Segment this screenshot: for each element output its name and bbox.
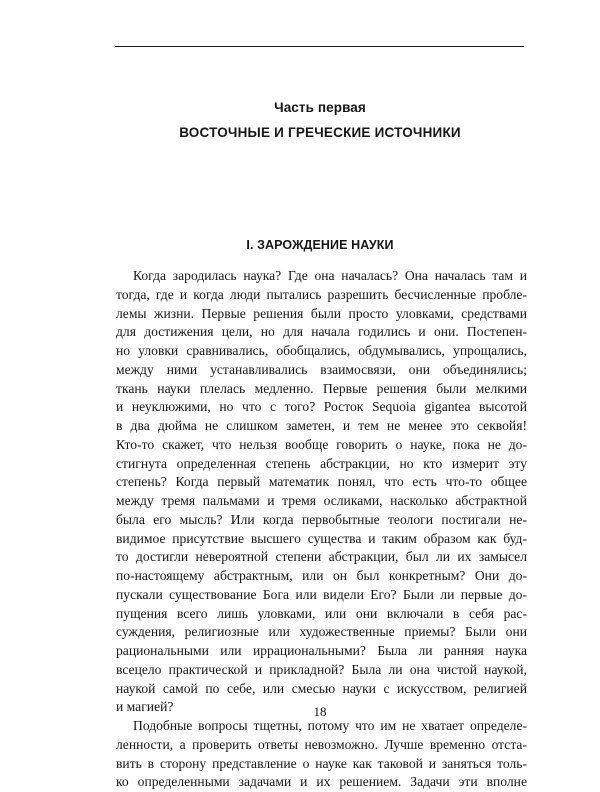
part-title: ВОСТОЧНЫЕ И ГРЕЧЕСКИЕ ИСТОЧНИКИ xyxy=(179,125,461,140)
text-line: всецело практической и прикладной? Была ли она чистой наукой, xyxy=(116,661,527,677)
text-line: пущения всего лишь уловками, или они включали в себя рас- xyxy=(116,605,527,621)
text-line: и неуклюжими, но что с того? Росток Sequoia gigantea высотой xyxy=(116,399,527,415)
text-line: Когда зародилась наука? Где она началась? Она началась там и xyxy=(133,268,527,283)
text-line: тогда, где и когда люди пытались разрешить бесчисленные пробле- xyxy=(116,286,527,302)
text-line: рациональными или иррациональными? Была ли ранняя наука xyxy=(116,643,527,658)
text-line: пускали существование Бога или видели Его? Были ли первые до- xyxy=(116,586,527,602)
text-line: наукой самой по себе, или смесью науки с искусством, религией xyxy=(116,680,527,696)
text-line: в два дюйма не слишком заметен, и тем не менее это секвойя! xyxy=(116,418,527,433)
text-line: была его мысль? Или когда первобытные теологи постигали не- xyxy=(116,511,527,527)
text-line: видимое присутствие высшего существа и таким образом как буд- xyxy=(116,530,527,546)
chapter-title: I. ЗАРОЖДЕНИЕ НАУКИ xyxy=(246,238,394,252)
text-line: ко определенными задачами и их решением. Задачи эти вполне xyxy=(116,774,527,790)
page-number: 18 xyxy=(313,704,327,719)
text-line: ленности, а проверить ответы невозможно. Лучше временно отста- xyxy=(116,736,527,752)
text-line: степень? Когда первый математик понял, что есть что-то общее xyxy=(116,474,527,490)
text-line: для достижения цели, но для начала годились и они. Постепен- xyxy=(116,324,527,340)
part-label: Часть первая xyxy=(274,100,366,115)
text-line: между тремя пальмами и тремя осликами, насколько абстрактной xyxy=(116,493,527,508)
text-line: по-настоящему абстрактным, или он был конкретным? Они до- xyxy=(116,568,527,583)
text-line: то достигли невероятной степени абстракции, был ли их замысел xyxy=(116,549,527,565)
text-line: ткань науки плелась медленно. Первые решения были мелкими xyxy=(116,380,527,396)
paragraph-1 xyxy=(116,267,527,717)
text-line: лемы жизни. Первые решения были просто уловками, средствами xyxy=(116,305,527,321)
text-line: стигнута определенная степень абстракции, но кто измерит эту xyxy=(116,455,527,471)
paragraph-2 xyxy=(116,717,527,792)
text-line: суждения, религиозные или художественные приемы? Были они xyxy=(116,624,527,640)
text-line: Подобные вопросы тщетны, потому что им не хватает определе- xyxy=(133,718,527,733)
text-line: и магией? xyxy=(116,699,174,715)
text-line: вить в сторону представление о науке как таковой и заняться толь- xyxy=(116,755,527,771)
text-line: но уловки сравнивались, обобщались, обдумывались, упрощались, xyxy=(116,343,527,358)
text-line: Кто-то скажет, что нельзя вообще говорить о науке, пока не до- xyxy=(116,436,527,452)
header-rule xyxy=(115,46,524,47)
text-line: между ними устанавливались взаимосвязи, они объединялись; xyxy=(116,361,527,377)
